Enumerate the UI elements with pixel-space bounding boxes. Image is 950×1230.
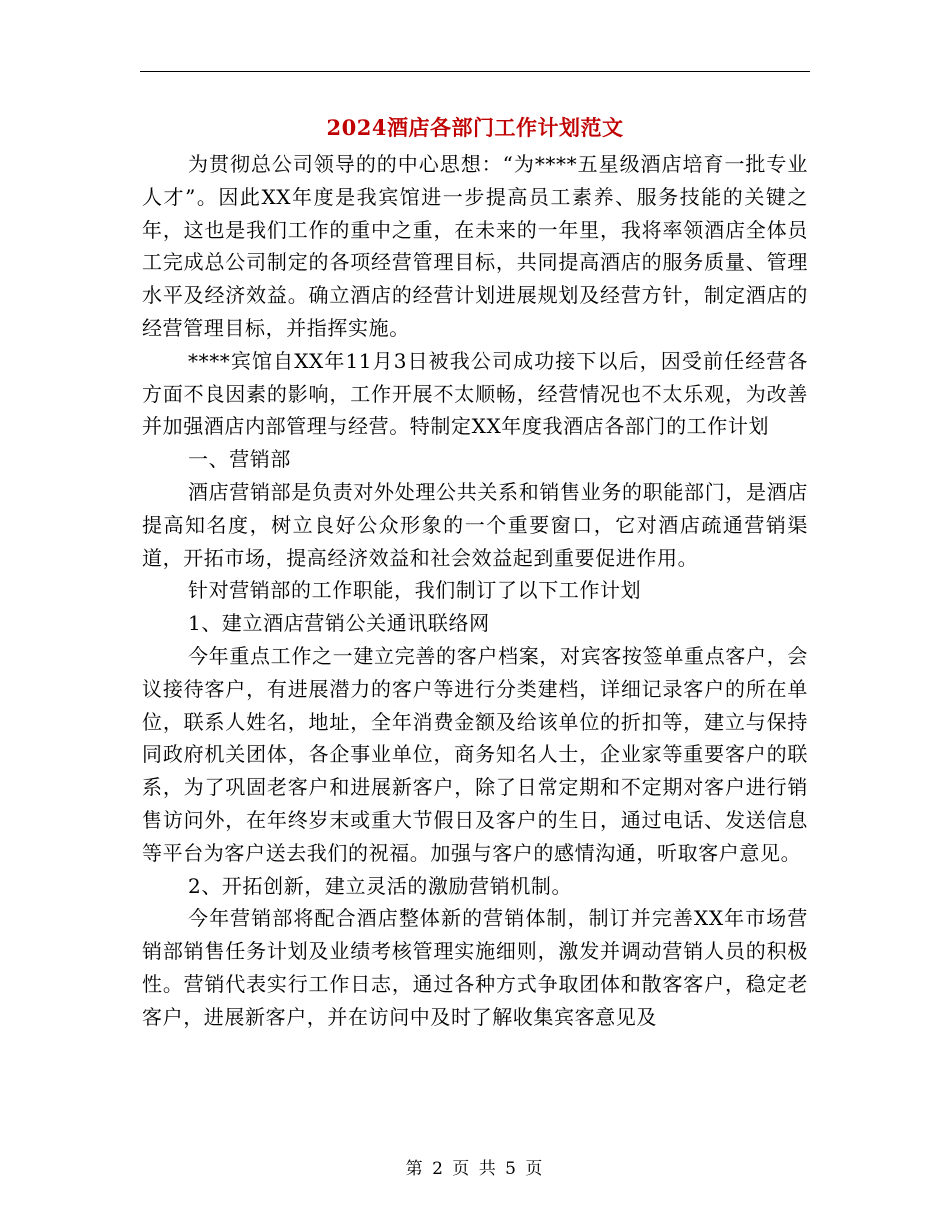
paragraph: 为贯彻总公司领导的的中心思想：“为****五星级酒店培育一批专业人才”。因此XX年度是我宾馆进一步提高员工素养、服务技能的关键之年，这也是我们工作的重中之重，在未来的一年里，我将率领酒店全体员工完成总公司制定的各项经营管理目标，共同提高酒店的服务质量、管理水平及经济效益。确立酒店的经营计划进展规划及经营方针，制定酒店的经营管理目标，并指挥实施。 — [142, 152, 808, 340]
subsection-heading: 2、开拓创新，建立灵活的激励营销机制。 — [188, 873, 573, 898]
paragraph: 针对营销部的工作职能，我们制订了以下工作计划 — [188, 578, 642, 603]
section-heading: 一、营销部 — [188, 447, 291, 472]
header-rule — [140, 71, 810, 72]
paragraph: 酒店营销部是负责对外处理公共关系和销售业务的职能部门，是酒店提高知名度，树立良好公众形象的一个重要窗口，它对酒店疏通营销渠道，开拓市场，提高经济效益和社会效益起到重要促进作用。 — [142, 479, 808, 570]
page-number-footer: 第 2 页 共 5 页 — [405, 1159, 545, 1179]
subsection-heading: 1、建立酒店营销公关通讯联络网 — [188, 611, 490, 636]
document-title: 2024酒店各部门工作计划范文 — [326, 115, 624, 140]
document-body — [142, 148, 808, 1034]
paragraph: ****宾馆自XX年11月3日被我公司成功接下以后，因受前任经营各方面不良因素的影响，工作开展不太顺畅，经营情况也不太乐观，为改善并加强酒店内部管理与经营。特制定XX年度我酒店各部门的工作计划 — [142, 348, 808, 439]
paragraph: 今年重点工作之一建立完善的客户档案，对宾客按签单重点客户，会议接待客户，有进展潜力的客户等进行分类建档，详细记录客户的所在单位，联系人姓名，地址，全年消费金额及给该单位的折扣等，建立与保持同政府机关团体，各企事业单位，商务知名人士，企业家等重要客户的联系，为了巩固老客户和进展新客户，除了日常定期和不定期对客户进行销售访问外，在年终岁末或重大节假日及客户的生日，通过电话、发送信息等平台为客户送去我们的祝福。加强与客户的感情沟通，听取客户意见。 — [142, 643, 808, 865]
paragraph: 今年营销部将配合酒店整体新的营销体制，制订并完善XX年市场营销部销售任务计划及业绩考核管理实施细则，激发并调动营销人员的积极性。营销代表实行工作日志，通过各种方式争取团体和散客客户，稳定老客户，进展新客户，并在访问中及时了解收集宾客意见及 — [142, 906, 808, 1029]
